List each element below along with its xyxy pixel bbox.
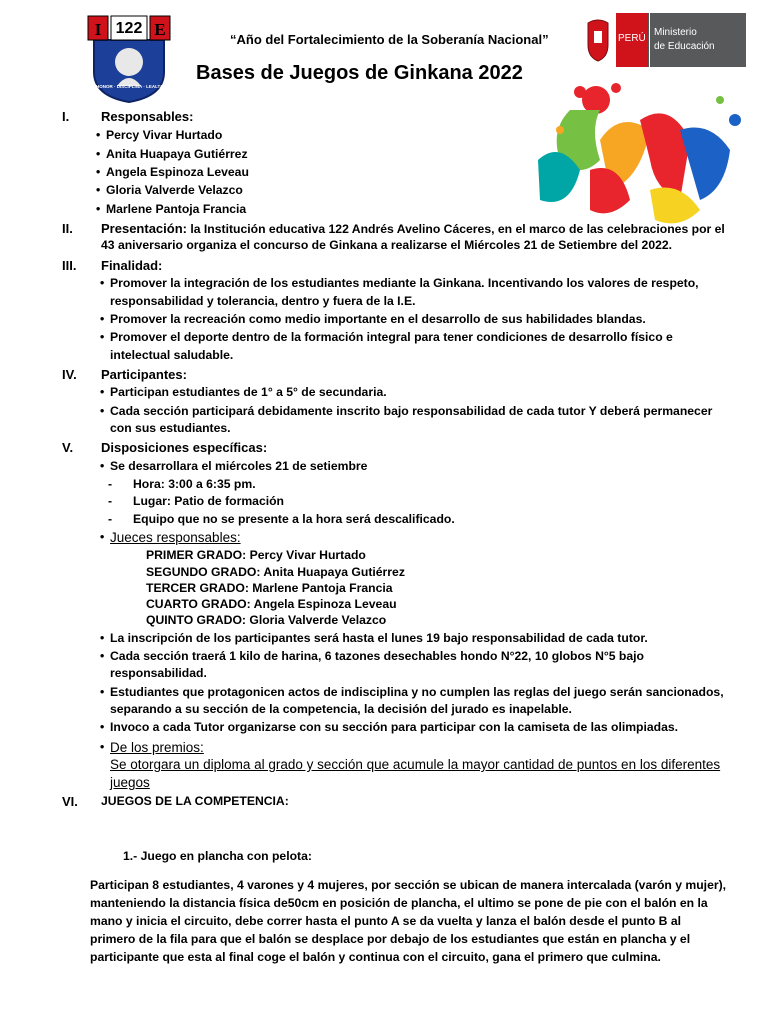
- ministry-line2: de Educación: [654, 41, 715, 52]
- section-2-number: II.: [62, 221, 73, 236]
- section-2-title: Presentación:: [101, 221, 187, 236]
- judge-row: TERCER GRADO: Marlene Pantoja Francia: [146, 581, 393, 595]
- list-item-continuation: con sus estudiantes.: [110, 421, 231, 435]
- list-item: • Cada sección participará debidamente inscrito bajo responsabilidad de cada tutor Y deberá permanecer: [110, 404, 712, 418]
- judges-label: Jueces responsables:: [110, 530, 241, 545]
- section-3-number: III.: [62, 258, 77, 273]
- judge-row: QUINTO GRADO: Gloria Valverde Velazco: [146, 613, 387, 627]
- list-item: • Participan estudiantes de 1° a 5° de secundaria.: [110, 385, 387, 399]
- school-crest-logo: [84, 12, 174, 104]
- section-4-title: Participantes:: [101, 367, 187, 382]
- ministry-line1: Ministerio: [654, 27, 697, 38]
- list-item: • Estudiantes que protagonicen actos de indisciplina y no cumplen las reglas del juego serán sancionados,: [110, 685, 724, 699]
- game-1-description: [90, 876, 730, 966]
- section-1-number: I.: [62, 109, 70, 124]
- crest-number: 122: [115, 20, 143, 37]
- section-2-line2: 43 aniversario organiza el concurso de Ginkana a realizarse el Miércoles 21 de Setiembre del 2022.: [101, 238, 673, 252]
- crest-ribbon: HONOR · DISCIPLINA · LEALTAD: [96, 84, 167, 89]
- list-item: • Promover la integración de los estudiantes mediante la Ginkana. Incentivando los valores de respeto,: [110, 276, 699, 290]
- list-item: • Cada sección traerá 1 kilo de harina, 6 tazones desechables hondo N°22, 10 globos N°5 bajo: [110, 649, 644, 663]
- event-place: Lugar: Patio de formación: [133, 494, 285, 508]
- section-6-number: VI.: [62, 794, 78, 809]
- section-4-number: IV.: [62, 367, 77, 382]
- section-6-title: JUEGOS DE LA COMPETENCIA:: [101, 794, 289, 808]
- prizes-text-line2: juegos: [110, 775, 150, 790]
- dash-marker: -: [108, 494, 113, 508]
- section-2-paragraph: [101, 220, 725, 238]
- judge-row: PRIMER GRADO: Percy Vivar Hurtado: [146, 548, 366, 562]
- list-item-continuation: separando a su sección de la competencia, la decisión del jurado es inapelable.: [110, 702, 572, 716]
- event-time: Hora: 3:00 a 6:35 pm.: [133, 477, 256, 491]
- section-5-title: Disposiciones específicas:: [101, 440, 268, 455]
- national-motto: “Año del Fortalecimiento de la Soberanía Nacional”: [230, 32, 549, 47]
- crest-letter-left: I: [94, 20, 102, 39]
- list-item: • Invoco a cada Tutor organizarse con su sección para participar con la camiseta de las olimpiadas.: [110, 720, 678, 734]
- list-item-continuation: intelectual saludable.: [110, 348, 234, 362]
- event-date: • Se desarrollara el miércoles 21 de setiembre: [110, 459, 367, 473]
- peru-label: PERÚ: [618, 33, 646, 44]
- prizes-text-line1: Se otorgara un diploma al grado y sección que acumule la mayor cantidad de puntos en los diferentes: [110, 757, 721, 772]
- judges-label-item: [110, 530, 241, 545]
- paragraph-line: Participan 8 estudiantes, 4 varones y 4 mujeres, por sección se ubican de manera intercalada (varón y mujer),: [90, 878, 727, 892]
- prizes-label-item: [110, 740, 204, 755]
- prizes-label: De los premios:: [110, 740, 204, 755]
- sports-splash-illustration: [530, 70, 760, 230]
- section-5-number: V.: [62, 440, 74, 455]
- paragraph-line: manteniendo la distancia física de50cm en posición de plancha, el ultimo se pone de pie con el balón en la: [90, 896, 708, 910]
- list-item: • Angela Espinoza Leveau: [106, 163, 249, 181]
- list-item: • Gloria Valverde Velazco: [106, 181, 243, 199]
- list-item-continuation: responsabilidad y tolerancia, dentro y fuera de la I.E.: [110, 294, 416, 308]
- list-item: • Percy Vivar Hurtado: [106, 126, 222, 144]
- list-item-continuation: responsabilidad.: [110, 666, 207, 680]
- dash-marker: -: [108, 477, 113, 491]
- paragraph-line: participante que esta al final coge el balón y continua con el circuito, gana el primero que culmina.: [90, 950, 661, 964]
- crest-letter-right: E: [154, 20, 166, 39]
- section-3-title: Finalidad:: [101, 258, 163, 273]
- list-item: • La inscripción de los participantes será hasta el lunes 19 bajo responsabilidad de cada tutor.: [110, 631, 648, 645]
- paragraph-line: mano y inicia el circuito, debe correr hasta el punto A se da vuelta y lanza el balón desde el punto B al: [90, 914, 682, 928]
- event-late-rule: Equipo que no se presente a la hora será descalificado.: [133, 512, 455, 526]
- list-item: • Marlene Pantoja Francia: [106, 200, 246, 218]
- list-item: • Promover la recreación como medio importante en el desarrollo de sus habilidades blandas.: [110, 312, 646, 326]
- list-item: • Promover el deporte dentro de la formación integral para tener condiciones de desarrollo físico e: [110, 330, 673, 344]
- list-item: • Anita Huapaya Gutiérrez: [106, 145, 248, 163]
- ministry-logo: [580, 13, 746, 67]
- judge-row: CUARTO GRADO: Angela Espinoza Leveau: [146, 597, 397, 611]
- document-title: Bases de Juegos de Ginkana 2022: [196, 62, 523, 84]
- dash-marker: -: [108, 512, 113, 526]
- paragraph-line: primero de la fila para que el balón se desplace por debajo de los estudiantes que están en plancha y el: [90, 932, 691, 946]
- section-2-line1: la Institución educativa 122 Andrés Avelino Cáceres, en el marco de las celebraciones por el: [186, 222, 725, 236]
- game-1-title: 1.- Juego en plancha con pelota:: [123, 849, 312, 863]
- section-1-title: Responsables:: [101, 109, 194, 124]
- judge-row: SEGUNDO GRADO: Anita Huapaya Gutiérrez: [146, 565, 405, 579]
